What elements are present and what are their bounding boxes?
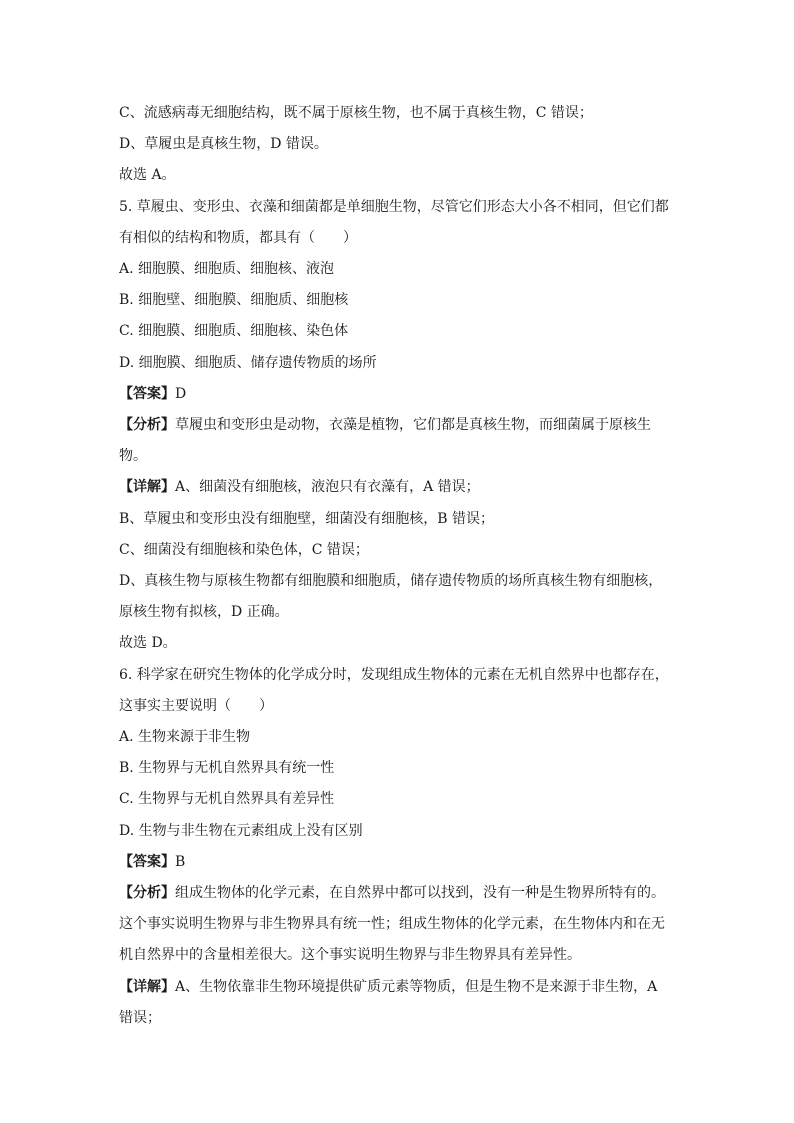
q4-option-d-explanation: D、草履虫是真核生物，D 错误。	[119, 136, 328, 153]
answer-tag: 【答案】	[119, 385, 175, 402]
analysis-tag: 【分析】	[119, 417, 175, 434]
analysis-text: 组成生物体的化学元素，在自然界中都可以找到，没有一种是生物界所特有的。	[175, 885, 665, 902]
q6-detail-a-line-1	[119, 972, 679, 1003]
q5-answer	[119, 379, 679, 410]
q5-detail-d-line-2: 原核生物有拟核，D 正确。	[119, 604, 289, 621]
q4-option-c-explanation: C、流感病毒无细胞结构，既不属于原核生物，也不属于真核生物，C 错误；	[119, 105, 593, 121]
q6-option-c: C. 生物界与无机自然界具有差异性	[119, 791, 335, 808]
q6-analysis-line-1	[119, 878, 679, 909]
q5-detail-c: C、细菌没有细胞核和染色体，C 错误；	[119, 541, 369, 558]
q5-stem-line-2: 有相似的结构和物质，都具有（ ）	[119, 229, 357, 246]
document-page	[119, 98, 679, 1034]
q5-option-a: A. 细胞膜、细胞质、细胞核、液泡	[119, 261, 335, 278]
analysis-tag: 【分析】	[119, 885, 175, 902]
q5-option-d: D. 细胞膜、细胞质、储存遗传物质的场所	[119, 354, 377, 371]
q5-option-b: B. 细胞壁、细胞膜、细胞质、细胞核	[119, 292, 349, 309]
q5-conclusion: 故选 D。	[119, 635, 177, 652]
q6-stem-line-1: 6. 科学家在研究生物体的化学成分时，发现组成生物体的元素在无机自然界中也都存在，	[119, 666, 669, 683]
answer-value: D	[175, 385, 187, 402]
q5-analysis-line-1	[119, 410, 679, 441]
detail-text: A、生物依靠非生物环境提供矿质元素等物质，但是生物不是来源于非生物，A	[175, 978, 658, 995]
q6-analysis-line-2: 这个事实说明生物界与非生物界具有统一性；组成生物体的化学元素，在生物体内和在无	[119, 916, 665, 933]
q6-option-b: B. 生物界与无机自然界具有统一性	[119, 760, 335, 777]
detail-tag: 【详解】	[119, 978, 175, 995]
q6-option-a: A. 生物来源于非生物	[119, 729, 251, 746]
q6-analysis-line-3: 机自然界中的含量相差很大。这个事实说明生物界与非生物界具有差异性。	[119, 947, 581, 964]
q5-detail-d-line-1: D、真核生物与原核生物都有细胞膜和细胞质，储存遗传物质的场所真核生物有细胞核，	[119, 573, 663, 590]
q5-analysis-line-2: 物。	[119, 448, 147, 465]
q6-detail-a-line-2: 错误；	[119, 1009, 161, 1026]
q6-stem-line-2: 这事实主要说明（ ）	[119, 697, 273, 714]
answer-value: B	[175, 853, 186, 870]
detail-tag: 【详解】	[119, 479, 175, 496]
q5-option-c: C. 细胞膜、细胞质、细胞核、染色体	[119, 323, 349, 340]
detail-text: A、细菌没有细胞核，液泡只有衣藻有，A 错误；	[175, 479, 480, 496]
q4-conclusion: 故选 A。	[119, 167, 176, 184]
q5-detail-b: B、草履虫和变形虫没有细胞壁，细菌没有细胞核，B 错误；	[119, 510, 495, 527]
q6-answer	[119, 847, 679, 878]
analysis-text: 草履虫和变形虫是动物，衣藻是植物，它们都是真核生物，而细菌属于原核生	[175, 417, 651, 434]
q5-detail-a	[119, 472, 679, 503]
q6-option-d: D. 生物与非生物在元素组成上没有区别	[119, 822, 363, 839]
answer-tag: 【答案】	[119, 853, 175, 870]
q5-stem-line-1: 5. 草履虫、变形虫、衣藻和细菌都是单细胞生物，尽管它们形态大小各不相同，但它们都	[119, 198, 669, 215]
